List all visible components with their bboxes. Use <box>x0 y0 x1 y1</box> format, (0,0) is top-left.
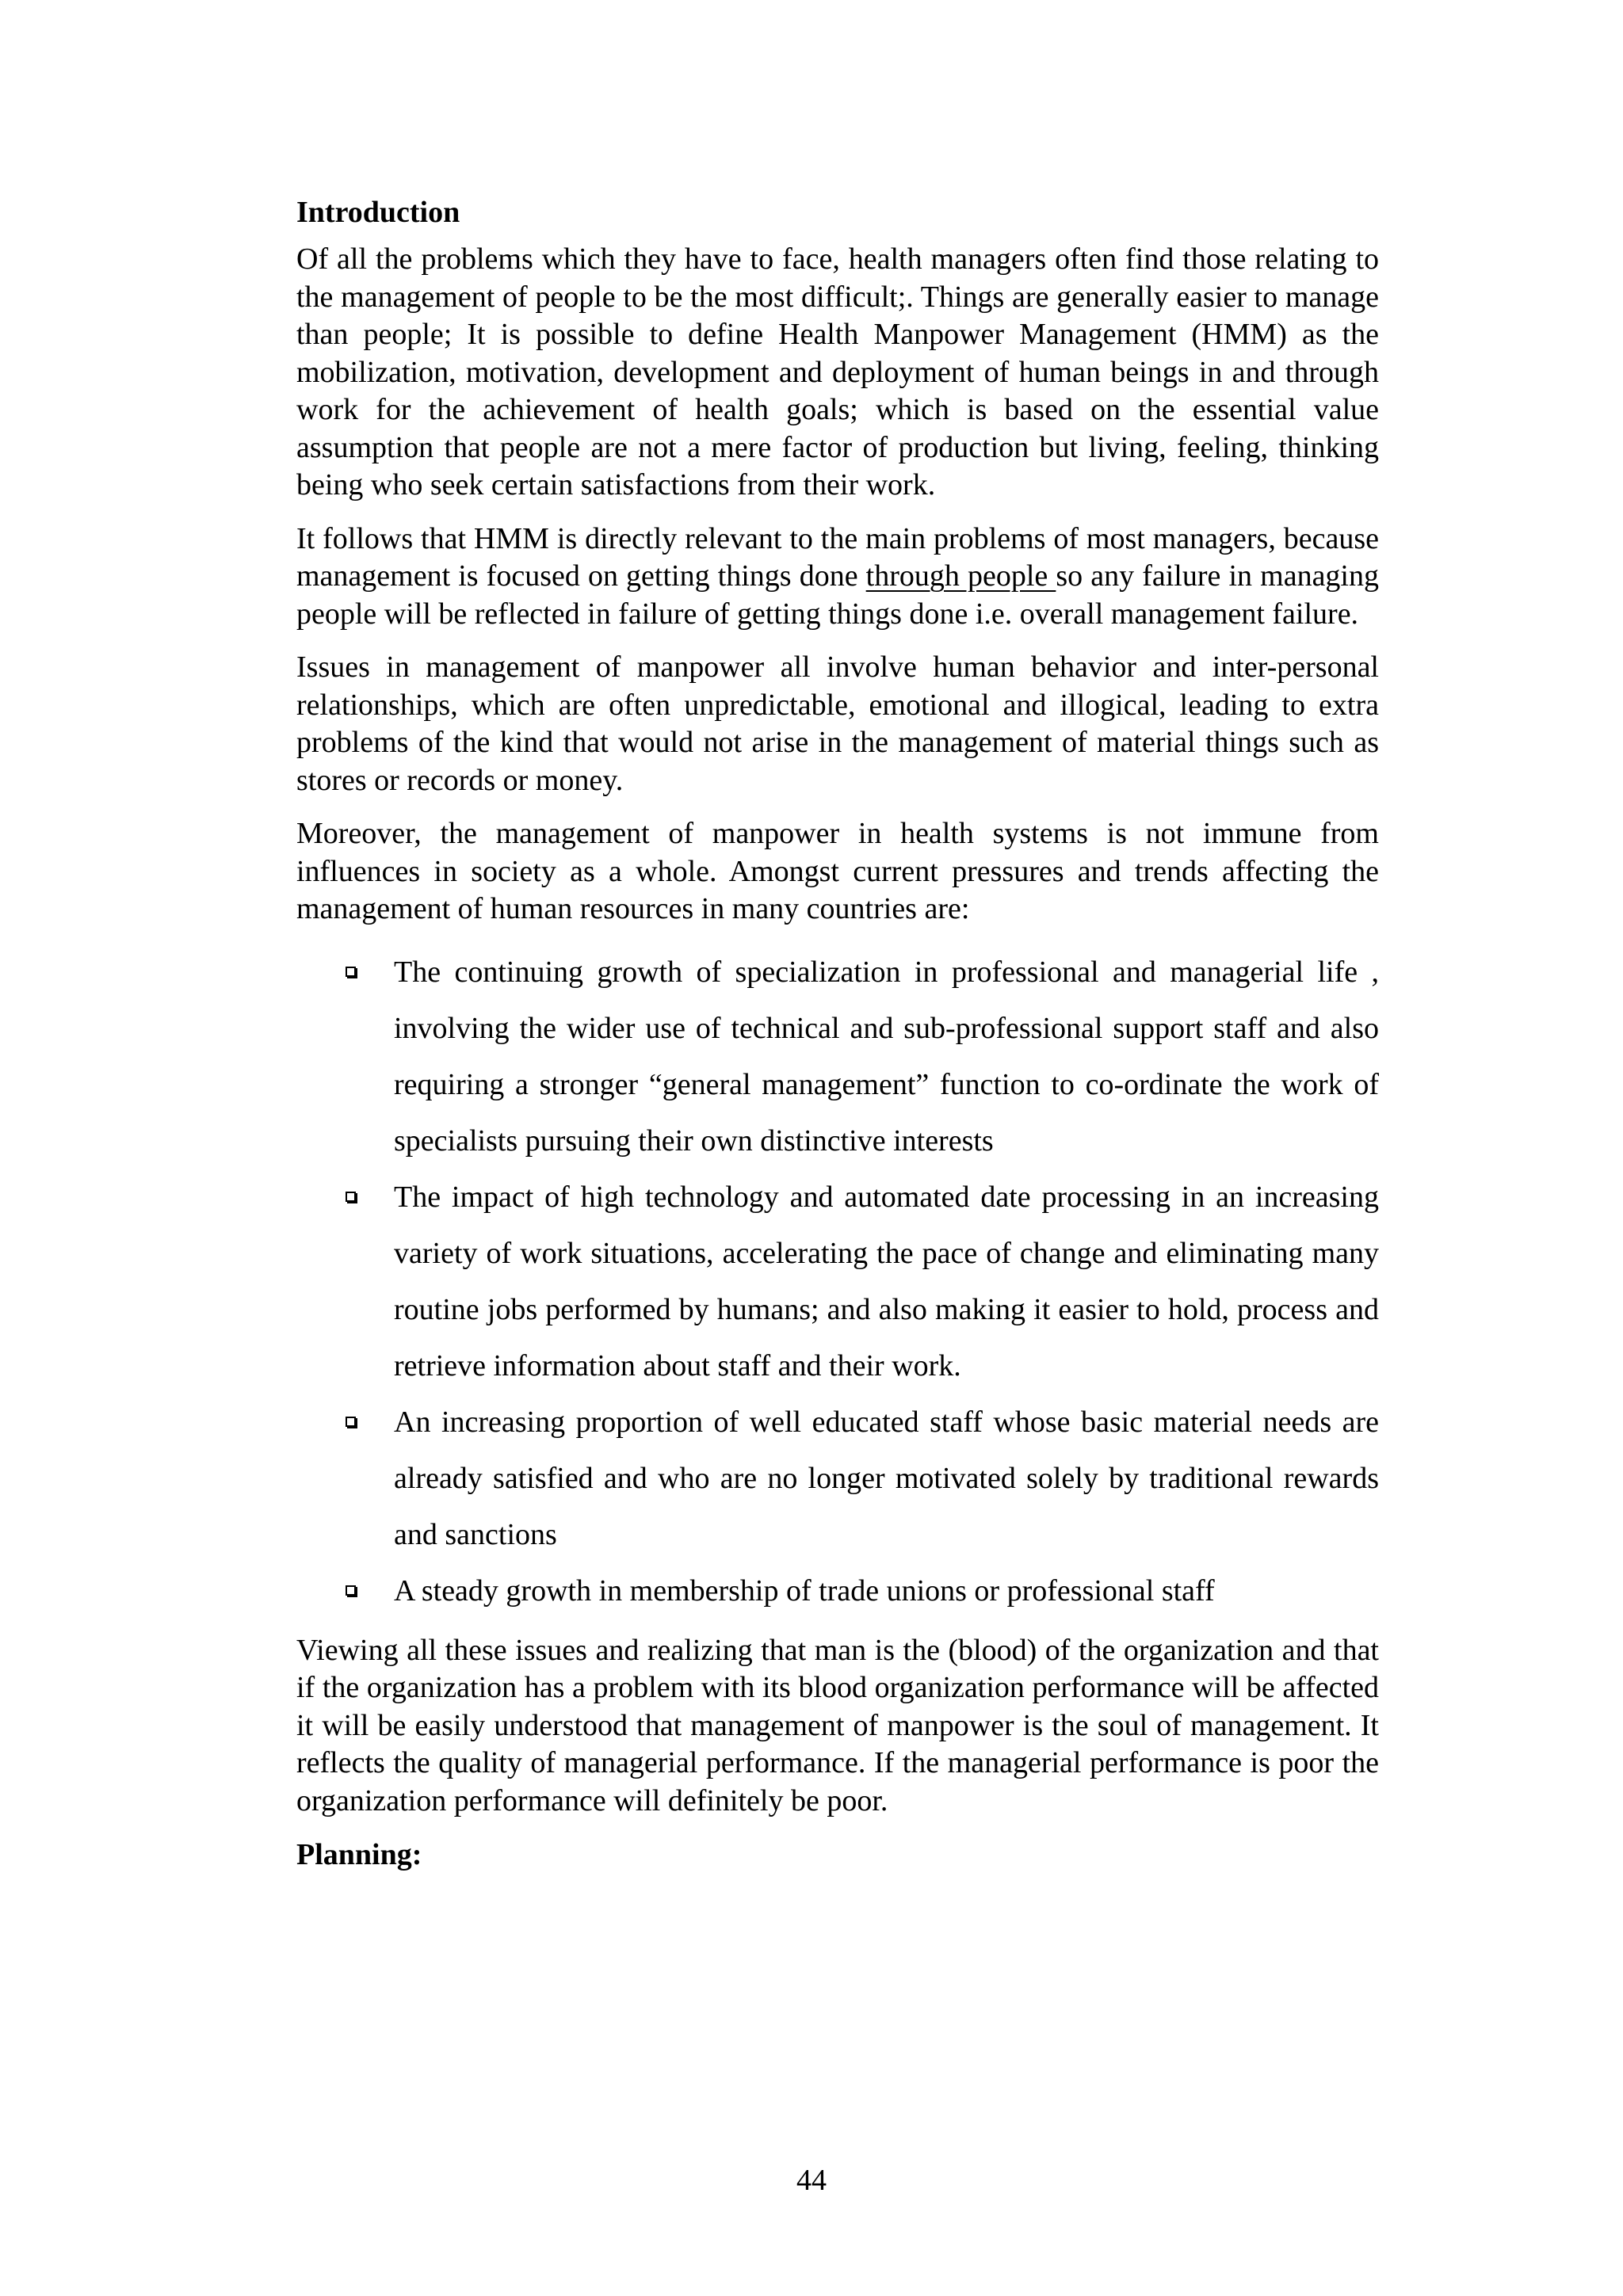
list-item-text: A steady growth in membership of trade unions or professional staff <box>394 1573 1215 1608</box>
page-body <box>296 193 1379 1883</box>
checkbox-bullet-icon <box>346 1192 356 1202</box>
list-item <box>296 1563 1379 1619</box>
list-item <box>296 1169 1379 1394</box>
underlined-phrase: through people <box>865 559 1056 593</box>
paragraph-pressures: Moreover, the management of manpower in health systems is not immune from influences in society as a whole. Amongst current pressures and trends affecting the management of human resources in many countries are: <box>296 817 1379 925</box>
paragraph-hmm-relevance <box>296 521 1379 634</box>
paragraph-issues: Issues in management of manpower all involve human behavior and inter-personal relationships, which are often unpredictable, emotional and illogical, leading to extra problems of the kind that would not arise in the management of material things such as stores or records or money. <box>296 650 1379 797</box>
checkbox-bullet-icon <box>346 967 356 977</box>
list-item <box>296 1394 1379 1563</box>
heading-introduction: Introduction <box>296 196 460 229</box>
paragraph-definition: Of all the problems which they have to face, health managers often find those relating to the management of people to be the most difficult;. Things are generally easier to manage than people; It is possible to define Health Manpower Management (HMM) as the mobilization, motivation, development and deployment of human beings in and through work for the achievement of health goals; which is based on the essential value assumption that people are not a mere factor of production but living, feeling, thinking being who seek certain satisfactions from their work. <box>296 242 1379 502</box>
paragraph-conclusion: Viewing all these issues and realizing that man is the (blood) of the organization and that if the organization has a problem with its blood organization performance will be affected it will be easily understood that management of manpower is the soul of management. It reflects the quality of managerial performance. If the managerial performance is poor the organization performance will definitely be poor. <box>296 1633 1379 1817</box>
paragraph-text: so any failure in managing people will be reflected in failure of getting things done i.e. overall management failure. <box>296 559 1379 631</box>
list-item-text: An increasing proportion of well educated staff whose basic material needs are already satisfied and who are no longer motivated solely by traditional rewards and sanctions <box>394 1405 1379 1551</box>
page-number: 44 <box>796 2164 827 2197</box>
checkbox-bullet-icon <box>346 1417 356 1427</box>
list-item-text: The impact of high technology and automated date processing in an increasing variety of work situations, accelerating the pace of change and eliminating many routine jobs performed by humans; and also making it easier to hold, process and retrieve information about staff and their work. <box>394 1180 1379 1383</box>
list-item <box>296 944 1379 1169</box>
heading-planning: Planning: <box>296 1838 422 1871</box>
bullet-list <box>296 944 1379 1619</box>
checkbox-bullet-icon <box>346 1585 356 1596</box>
list-item-text: The continuing growth of specialization in professional and managerial life , involving the wider use of technical and sub-professional support staff and also requiring a stronger “general management” function to co-ordinate the work of specialists pursuing their own distinctive interests <box>394 955 1379 1158</box>
paragraph-text: It follows that HMM is directly relevant to the main problems of most managers, because management is focused on getting things done <box>296 521 1379 593</box>
